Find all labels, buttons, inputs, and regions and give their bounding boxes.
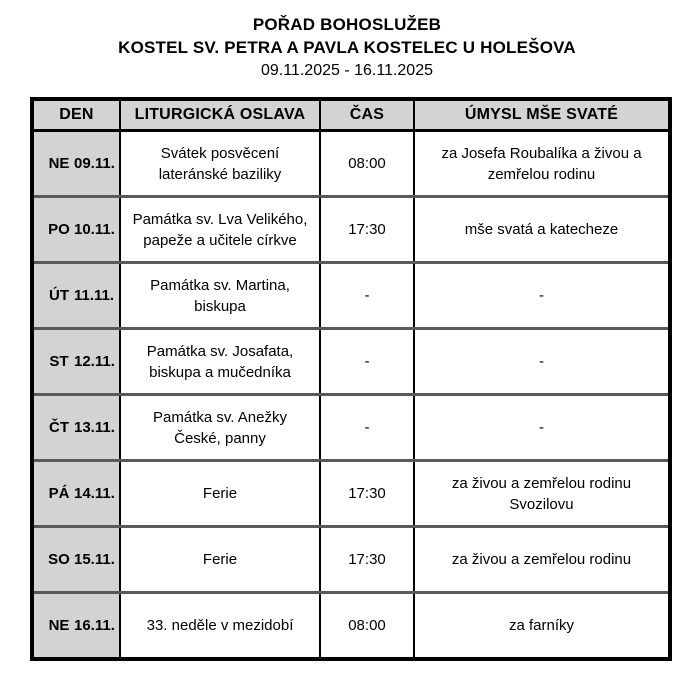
- day-abbr: ST: [49, 353, 69, 370]
- day-cell: [32, 263, 120, 329]
- time-cell: 17:30: [320, 197, 414, 263]
- intention-cell: -: [414, 263, 670, 329]
- column-header-intention: ÚMYSL MŠE SVATÉ: [414, 99, 670, 131]
- celebration-cell: Ferie: [120, 527, 320, 593]
- column-header-time: ČAS: [320, 99, 414, 131]
- day-abbr: NE: [48, 616, 70, 634]
- day-abbr: SO: [48, 551, 70, 568]
- table-row: [32, 329, 670, 395]
- day-cell: [32, 527, 120, 593]
- day-date: 11.11.: [74, 287, 115, 304]
- day-date: 13.11.: [74, 419, 115, 436]
- table-row: [32, 593, 670, 659]
- table-row: [32, 131, 670, 197]
- document-header: [0, 13, 694, 82]
- table-row: [32, 395, 670, 461]
- day-date: 15.11.: [74, 551, 115, 568]
- week-date-range: 09.11.2025 - 16.11.2025: [261, 62, 433, 79]
- celebration-cell: Svátek posvěcení lateránské baziliky: [120, 131, 320, 197]
- column-header-day: DEN: [32, 99, 120, 131]
- column-header-celebration: LITURGICKÁ OSLAVA: [120, 99, 320, 131]
- celebration-cell: Památka sv. Martina, biskupa: [120, 263, 320, 329]
- day-abbr: NE: [48, 155, 70, 172]
- time-cell: 08:00: [320, 131, 414, 197]
- time-cell: -: [320, 395, 414, 461]
- intention-cell: za Josefa Roubalíka a živou a zemřelou rodinu: [414, 131, 670, 197]
- day-cell: [32, 461, 120, 527]
- service-schedule-table: [30, 97, 672, 661]
- table-row: [32, 527, 670, 593]
- day-abbr: PO: [48, 221, 70, 238]
- page-title: POŘAD BOHOSLUŽEB: [252, 15, 442, 34]
- day-cell: [32, 593, 120, 659]
- intention-cell: za živou a zemřelou rodinu Svozilovu: [414, 461, 670, 527]
- time-cell: 08:00: [320, 593, 414, 659]
- celebration-cell: 33. neděle v mezidobí: [120, 593, 320, 659]
- day-abbr: ČT: [49, 419, 69, 436]
- day-abbr: ÚT: [49, 287, 69, 304]
- intention-cell: -: [414, 329, 670, 395]
- day-date: 09.11.: [74, 155, 115, 172]
- celebration-cell: Památka sv. Anežky České, panny: [120, 395, 320, 461]
- intention-cell: -: [414, 395, 670, 461]
- intention-cell: za farníky: [414, 593, 670, 659]
- day-date: 14.11.: [74, 485, 115, 502]
- table-row: [32, 461, 670, 527]
- day-date: 16.11.: [74, 616, 115, 634]
- intention-cell: mše svatá a katecheze: [414, 197, 670, 263]
- time-cell: -: [320, 329, 414, 395]
- time-cell: 17:30: [320, 527, 414, 593]
- table-row: [32, 263, 670, 329]
- celebration-cell: Památka sv. Josafata, biskupa a mučedníka: [120, 329, 320, 395]
- day-cell: [32, 329, 120, 395]
- church-name: KOSTEL SV. PETRA A PAVLA KOSTELEC U HOLEŠOVA: [118, 38, 576, 57]
- day-date: 12.11.: [74, 353, 115, 370]
- celebration-cell: Ferie: [120, 461, 320, 527]
- day-abbr: PÁ: [48, 485, 70, 502]
- table-header-row: [32, 99, 670, 131]
- day-date: 10.11.: [74, 221, 115, 238]
- day-cell: [32, 131, 120, 197]
- celebration-cell: Památka sv. Lva Velikého, papeže a učitele církve: [120, 197, 320, 263]
- day-cell: [32, 395, 120, 461]
- time-cell: -: [320, 263, 414, 329]
- day-cell: [32, 197, 120, 263]
- time-cell: 17:30: [320, 461, 414, 527]
- table-row: [32, 197, 670, 263]
- intention-cell: za živou a zemřelou rodinu: [414, 527, 670, 593]
